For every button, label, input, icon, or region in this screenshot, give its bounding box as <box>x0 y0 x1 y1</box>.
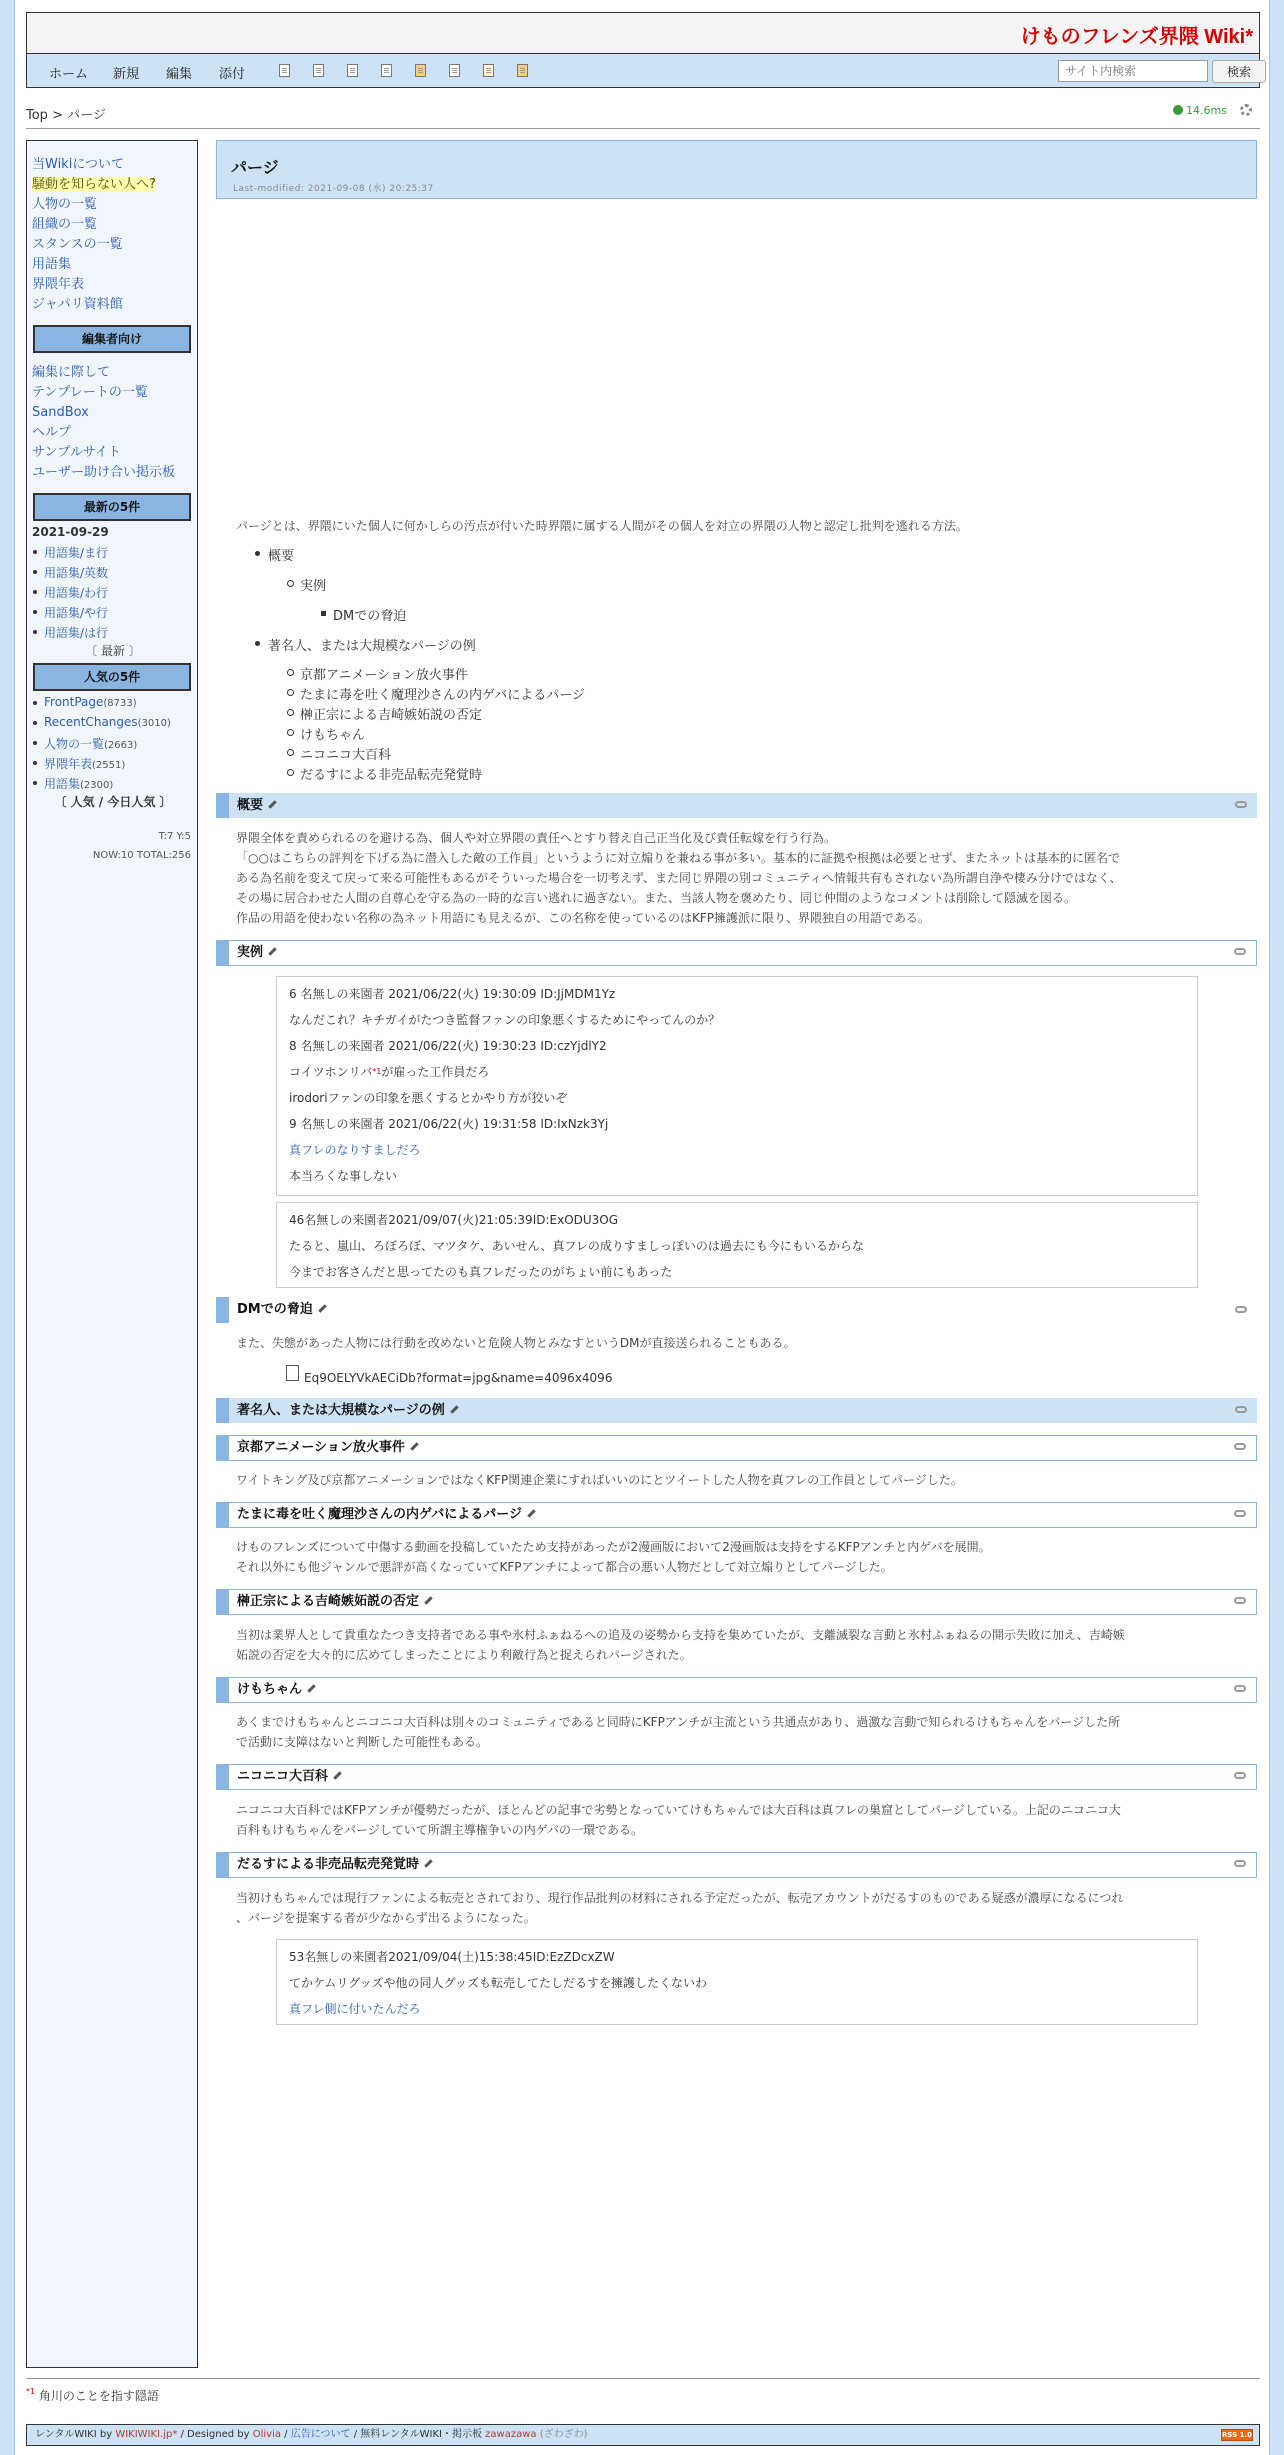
sidebar-link-sample[interactable]: サンプルサイト <box>32 445 121 460</box>
anchor-link-icon[interactable] <box>1234 1685 1246 1692</box>
editors-heading: 編集者向け <box>33 325 191 353</box>
popular-item[interactable]: RecentChanges(3010) <box>44 715 171 729</box>
overview-text: 界隈全体を責められるのを避ける為、個人や対立界隈の責任へとすり替え自己正当化及び責任転嫁を行う行為。 「○○はこちらの評判を下げる為に潜入した敵の工作員」というように対立煽りを兼ねる事が多い。基本的に証拠や根拠は必要とせず、またネットは基本的に匿名で ある為名前を変えて戻って来る可能性もあるがそういった場合を一切考えず、また同じ界隈の別コミュニティへ情報共有もされない為所謂自浄や棲み分けではなく、 その場に居合わせた人間の自尊心を守る為の一時的な言い逃れに過ぎない。また、当該人物を褒めたり、同じ仲間のようなコメントは削除して隠滅を図る。 作品の用語を使わない名称の為ネット用語にも見えるが、この名称を使っているのはKFP擁護派に限り、界隈独自の用語である。 <box>236 831 1122 925</box>
nicodic-text: ニコニコ大百科ではKFPアンチが優勢だったが、ほとんどの記事で劣勢となっていてけもちゃんでは大百科は真フレの巣窟としてパージしている。上記のニコニコ大 百科もけもちゃんをパージしていて所謂主導権争いの内ゲバの一環である。 <box>236 1803 1121 1837</box>
anchor-link-icon[interactable] <box>1235 801 1247 808</box>
toc-item[interactable]: ニコニコ大百科 <box>300 744 391 763</box>
toc-item[interactable]: 京都アニメーション放火事件 <box>300 664 468 683</box>
popular-item[interactable]: FrontPage(8733) <box>44 695 137 709</box>
heading-kyoani: 京都アニメーション放火事件 <box>216 1435 1257 1461</box>
anchor-link-icon[interactable] <box>1234 948 1246 955</box>
recent-item[interactable]: 用語集/や行 <box>44 606 109 620</box>
page-title: パージ <box>231 158 279 177</box>
list-tool-icon[interactable] <box>483 64 494 77</box>
toc-item[interactable]: 実例 <box>300 575 326 594</box>
nav-new[interactable]: 新規 <box>113 67 140 82</box>
title-box <box>216 140 1257 199</box>
copy-tool-icon[interactable] <box>449 64 460 77</box>
site-title-link[interactable]: けものフレンズ界隈 Wiki* <box>1020 26 1253 48</box>
search-input[interactable] <box>1058 60 1208 82</box>
nav-bar <box>26 54 1260 88</box>
sidebar-link-people[interactable]: 人物の一覧 <box>32 197 98 212</box>
render-time <box>1173 104 1227 117</box>
footer-ads-link[interactable]: 広告について <box>290 2429 351 2440</box>
counter-total: NOW:10 TOTAL:256 <box>92 850 191 861</box>
footnote: $^{*1}$ 角川のことを指す隠語 <box>26 2387 159 2403</box>
lock-tool-icon[interactable] <box>415 64 426 77</box>
popular-more-link[interactable]: 〔 人気 / 今日人気 〕 <box>54 795 172 809</box>
sidebar <box>26 140 198 2368</box>
backup-tool-icon[interactable] <box>381 64 392 77</box>
kyoani-text: ワイトキング及び京都アニメーションではなくKFP関連企業にすればいいのにとツイートした人物を真フレの工作員としてパージした。 <box>236 1473 963 1487</box>
rss-feed-icon[interactable]: RSS 1.0 <box>1222 2431 1252 2439</box>
toc-item[interactable]: 概要 <box>268 545 294 564</box>
heading-overview: 概要 <box>216 793 1257 818</box>
heading-kemochan: けもちゃん <box>216 1677 1257 1703</box>
edit-pencil-icon[interactable] <box>450 1405 458 1413</box>
footnote-link[interactable]: *1 <box>372 1067 382 1076</box>
heading-sakaki: 榊正宗による吉崎嫉妬説の否定 <box>216 1589 1257 1615</box>
sidebar-link-stances[interactable]: スタンスの一覧 <box>32 237 123 252</box>
sidebar-link-sandbox[interactable]: SandBox <box>32 405 89 420</box>
popular-heading: 人気の5件 <box>33 663 191 691</box>
popular-item[interactable]: 人物の一覧(2663) <box>44 737 138 751</box>
breadcrumb[interactable]: Top > パージ <box>26 108 106 123</box>
toc-item[interactable]: たまに毒を吐く魔理沙さんの内ゲバによるパージ <box>300 684 585 703</box>
heading-famous: 著名人、または大規模なパージの例 <box>216 1398 1257 1423</box>
recent-heading: 最新の5件 <box>33 493 191 521</box>
footer-brand-link[interactable]: WIKIWIKI.jp* <box>115 2429 178 2440</box>
edit-pencil-icon[interactable] <box>527 1509 535 1517</box>
site-header <box>26 12 1260 54</box>
sidebar-link-help[interactable]: ヘルプ <box>32 425 72 440</box>
attachment-link[interactable]: Eq9OELYVkAECiDb?format=jpg&name=4096x4096 <box>304 1371 613 1385</box>
toc-item[interactable]: 榊正宗による吉崎嫉妬説の否定 <box>300 704 482 723</box>
footer-designer-link[interactable]: Olivia <box>252 2429 281 2440</box>
heading-example: 実例 <box>216 940 1257 966</box>
heading-marisa: たまに毒を吐く魔理沙さんの内ゲバによるパージ <box>216 1502 1257 1528</box>
anchor-link-icon[interactable] <box>1235 1306 1247 1313</box>
toc-item[interactable]: 著名人、または大規模なパージの例 <box>268 635 476 654</box>
popular-item[interactable]: 界隈年表(2551) <box>44 757 126 771</box>
recent-item[interactable]: 用語集/わ行 <box>44 586 109 600</box>
anchor-link-icon[interactable] <box>1234 1860 1246 1867</box>
wiki-link[interactable]: 真フレ側に付いたんだろ <box>289 2002 421 2016</box>
quote-block: 53名無しの来園者2021/09/04(土)15:38:45ID:EzZDcxZW てかケムリグッズや他の同人グッズも転売してたしだるすを擁護したくないわ 真フレ側に付いたんだろ <box>276 1939 1198 2025</box>
anchor-link-icon[interactable] <box>1234 1772 1246 1779</box>
sidebar-link-editing[interactable]: 編集に際して <box>32 365 111 380</box>
dm-text: また、失態があった人物には行動を改めないと危険人物とみなすというDMが直接送られることもある。 <box>236 1336 796 1350</box>
heading-nicodic: ニコニコ大百科 <box>216 1764 1257 1790</box>
sakaki-text: 当初は業界人として貴重なたつき支持者である事や氷村ふぁねるへの追及の姿勢から支持を集めていたが、支離滅裂な言動と氷村ふぁねるの開示失敗に加え、吉崎嫉 妬説の否定を大々的に広めてしまったことにより利敵行為と捉えられパージされた。 <box>236 1628 1125 1662</box>
anchor-link-icon[interactable] <box>1234 1597 1246 1604</box>
timer-text: 14.6ms <box>1186 104 1227 117</box>
footer-zawazawa-link[interactable]: zawazawa <box>485 2429 537 2440</box>
sidebar-link-timeline[interactable]: 界隈年表 <box>32 277 85 292</box>
edit-pencil-icon[interactable] <box>424 1596 432 1604</box>
divider <box>26 128 1260 129</box>
anchor-link-icon[interactable] <box>1234 1443 1246 1450</box>
search-button[interactable]: 検索 <box>1212 60 1266 83</box>
recent-more-link[interactable]: 〔 最新 〕 <box>85 644 141 658</box>
nav-edit[interactable]: 編集 <box>166 67 193 82</box>
page <box>14 0 1270 2455</box>
rename-tool-icon[interactable] <box>517 64 528 77</box>
edit-pencil-icon[interactable] <box>307 1684 315 1692</box>
sidebar-link-about[interactable]: 当Wikiについて <box>32 157 125 172</box>
nav-home[interactable]: ホーム <box>49 67 89 82</box>
diff-tool-icon[interactable] <box>313 64 324 77</box>
wiki-link[interactable]: 真フレのなりすましだろ <box>289 1143 421 1157</box>
kemochan-text: あくまでけもちゃんとニコニコ大百科は別々のコミュニティであると同時にKFPアンチが主流という共通点があり、過激な言動で知られるけもちゃんをパージした所 で活動に支障はないと判断した可能性もある。 <box>236 1715 1121 1749</box>
heading-darusu: だるすによる非売品転売発覚時 <box>216 1852 1257 1878</box>
darusu-text: 当初けもちゃんでは現行ファンによる転売とされており、現行作品批判の材料にされる予定だったが、転売アカウントがだるすのものである疑惑が濃厚になるにつれ 、パージを提案する者が少なからず出るようになった。 <box>236 1891 1124 1925</box>
last-modified: Last-modified: 2021-09-08 (水) 20:25:37 <box>233 184 434 194</box>
recent-item[interactable]: 用語集/ま行 <box>44 546 109 560</box>
timer-icon <box>1173 105 1183 115</box>
edit-tool-icon[interactable] <box>279 64 290 77</box>
recent-date: 2021-09-29 <box>32 525 109 539</box>
anchor-link-icon[interactable] <box>1235 1406 1247 1413</box>
nav-attach[interactable]: 添付 <box>219 67 246 82</box>
counter-yesterday: T:7 Y:5 <box>158 831 191 842</box>
marisa-text: けものフレンズについて中傷する動画を投稿していたため支持があったが2漫画版において2漫画版は支持をするKFPアンチと内ゲバを展開。 それ以外にも他ジャンルで悪評が高くなっていてKFPアンチによって都合の悪い人物だとして対立煽りとしてパージした。 <box>236 1540 991 1574</box>
toc-item[interactable]: けもちゃん <box>300 724 365 743</box>
anchor-link-icon[interactable] <box>1234 1510 1246 1517</box>
footer: レンタルWIKI by WIKIWIKI.jp* / Designed by Olivia / 広告について / 無料レンタルWIKI・掲示板 zawazawa (ざわざわ) RSS 1.0 <box>26 2424 1260 2446</box>
quote-block: 6 名無しの来園者 2021/06/22(火) 19:30:09 ID:JjMDM1Yz なんだこれ？キチガイがたつき監督ファンの印象悪くするためにやってんのか？ 8 名無しの来園者 2021/06/22(火) 19:30:23 ID:czYjdlY2 コイツホンリバ$^{*1}$が雇った工作員だろ irodoriファンの印象を悪くするとかやり方が狡いぞ 9 名無しの来園者 2021/06/22(火) 19:31:58 ID:IxNzk3Yj 真フレのなりすましだろ 本当ろくな事しない <box>276 976 1198 1196</box>
edit-pencil-icon[interactable] <box>268 947 276 955</box>
quote-block: 46名無しの来園者2021/09/07(火)21:05:39ID:ExODU3OG たると、嵐山、ろぼろぼ、マツタケ、あいせん、真フレの成りすましっぽいのは過去にも今にもいるからな 今までお客さんだと思ってたのも真フレだったのがちょい前にもあった <box>276 1202 1198 1288</box>
toc-item[interactable]: だるすによる非売品転売発覚時 <box>300 764 482 783</box>
edit-pencil-icon[interactable] <box>318 1304 326 1312</box>
sidebar-link-templates[interactable]: テンプレートの一覧 <box>32 385 148 400</box>
footnote-divider <box>26 2378 1260 2379</box>
sidebar-link-orgs[interactable]: 組織の一覧 <box>32 217 98 232</box>
edit-pencil-icon[interactable] <box>268 800 276 808</box>
heading-dm: DMでの脅迫 <box>216 1297 1257 1323</box>
recent-item[interactable]: 用語集/は行 <box>44 626 109 640</box>
delete-tool-icon[interactable] <box>347 64 358 77</box>
toc-item[interactable]: DMでの脅迫 <box>333 605 406 624</box>
edit-pencil-icon[interactable] <box>333 1771 341 1779</box>
sidebar-link-beginners[interactable]: 騒動を知らない人へ? <box>32 177 156 192</box>
sidebar-link-forum[interactable]: ユーザー助け合い掲示板 <box>32 465 176 480</box>
edit-pencil-icon[interactable] <box>424 1859 432 1867</box>
intro-text: パージとは、界隈にいた個人に何かしらの汚点が付いた時界隈に属する人間がその個人を対立の界隈の人物と認定し批判を逃れる方法。 <box>236 519 968 533</box>
file-icon <box>286 1365 299 1381</box>
edit-pencil-icon[interactable] <box>410 1442 418 1450</box>
recent-item[interactable]: 用語集/英数 <box>44 566 109 580</box>
popular-item[interactable]: 用語集(2300) <box>44 777 114 791</box>
footnote-mark[interactable]: *1 <box>26 2387 36 2396</box>
settings-gear-icon[interactable] <box>1240 104 1252 116</box>
sidebar-link-archive[interactable]: ジャパリ資料館 <box>32 297 123 312</box>
sidebar-link-glossary[interactable]: 用語集 <box>32 257 72 272</box>
